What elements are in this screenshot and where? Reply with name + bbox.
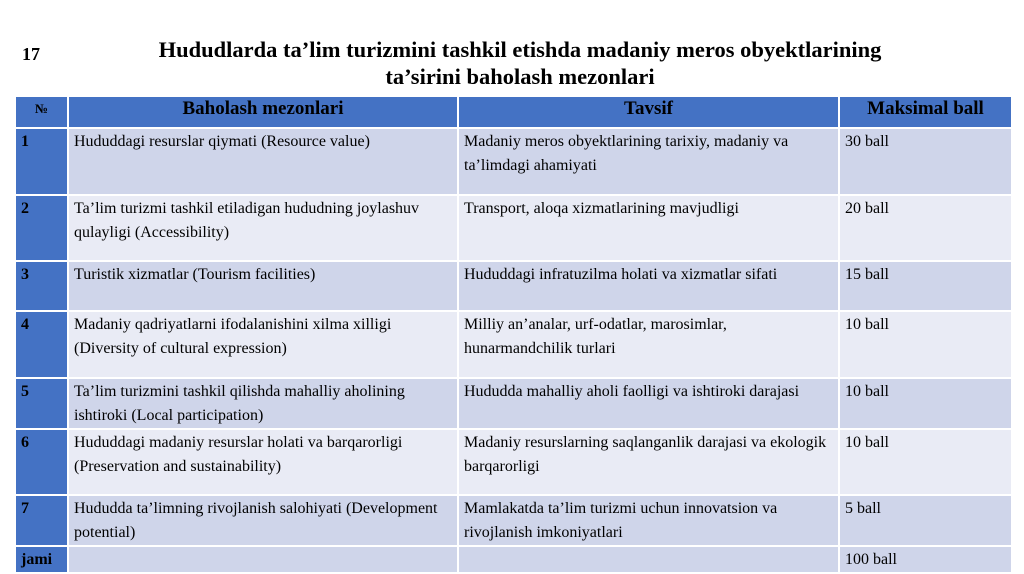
slide-title [60,36,980,90]
description-cell: Transport, aloqa xizmatlarining mavjudligi [458,195,839,261]
title-line-1: Hududlarda ta’lim turizmini tashkil etishda madaniy meros obyektlarining [158,37,882,62]
max-score-cell: 10 ball [839,378,1012,429]
row-number: 4 [15,311,68,378]
row-number: 5 [15,378,68,429]
criteria-table [14,95,1013,574]
criterion-cell: Madaniy qadriyatlarni ifodalanishini xilma xilligi (Diversity of cultural expression) [68,311,458,378]
max-score-cell: 10 ball [839,311,1012,378]
row-number: 2 [15,195,68,261]
total-label: jami [15,546,68,573]
row-number: 6 [15,429,68,495]
max-score-cell: 5 ball [839,495,1012,546]
total-score: 100 ball [839,546,1012,573]
max-score-cell: 15 ball [839,261,1012,311]
empty-cell [68,546,458,573]
table-row [15,378,1012,429]
description-cell: Mamlakatda ta’lim turizmi uchun innovatsion va rivojlanish imkoniyatlari [458,495,839,546]
row-number: 3 [15,261,68,311]
row-number: 7 [15,495,68,546]
title-line-2: ta’sirini baholash mezonlari [385,64,655,89]
description-cell: Madaniy resurslarning saqlanganlik darajasi va ekologik barqarorligi [458,429,839,495]
table-row [15,429,1012,495]
criterion-cell: Turistik xizmatlar (Tourism facilities) [68,261,458,311]
table-row [15,128,1012,195]
empty-cell [458,546,839,573]
header-number: № [15,96,68,128]
table-row [15,195,1012,261]
row-number: 1 [15,128,68,195]
table-header-row [15,96,1012,128]
max-score-cell: 20 ball [839,195,1012,261]
slide-number: 17 [22,44,40,64]
total-row [15,546,1012,573]
criterion-cell: Ta’lim turizmini tashkil qilishda mahalliy aholining ishtiroki (Local participation) [68,378,458,429]
criterion-cell: Hududda ta’limning rivojlanish salohiyati (Development potential) [68,495,458,546]
table-row [15,261,1012,311]
description-cell: Madaniy meros obyektlarining tarixiy, madaniy va ta’limdagi ahamiyati [458,128,839,195]
header-max-score: Maksimal ball [839,96,1012,128]
criterion-cell: Hududdagi madaniy resurslar holati va barqarorligi (Preservation and sustainability) [68,429,458,495]
header-criterion: Baholash mezonlari [68,96,458,128]
header-description: Tavsif [458,96,839,128]
criterion-cell: Ta’lim turizmi tashkil etiladigan hududning joylashuv qulayligi (Accessibility) [68,195,458,261]
max-score-cell: 30 ball [839,128,1012,195]
description-cell: Hududda mahalliy aholi faolligi va ishtiroki darajasi [458,378,839,429]
criterion-cell: Hududdagi resurslar qiymati (Resource value) [68,128,458,195]
table-row [15,495,1012,546]
description-cell: Milliy an’analar, urf-odatlar, marosimlar, hunarmandchilik turlari [458,311,839,378]
max-score-cell: 10 ball [839,429,1012,495]
description-cell: Hududdagi infratuzilma holati va xizmatlar sifati [458,261,839,311]
table-row [15,311,1012,378]
